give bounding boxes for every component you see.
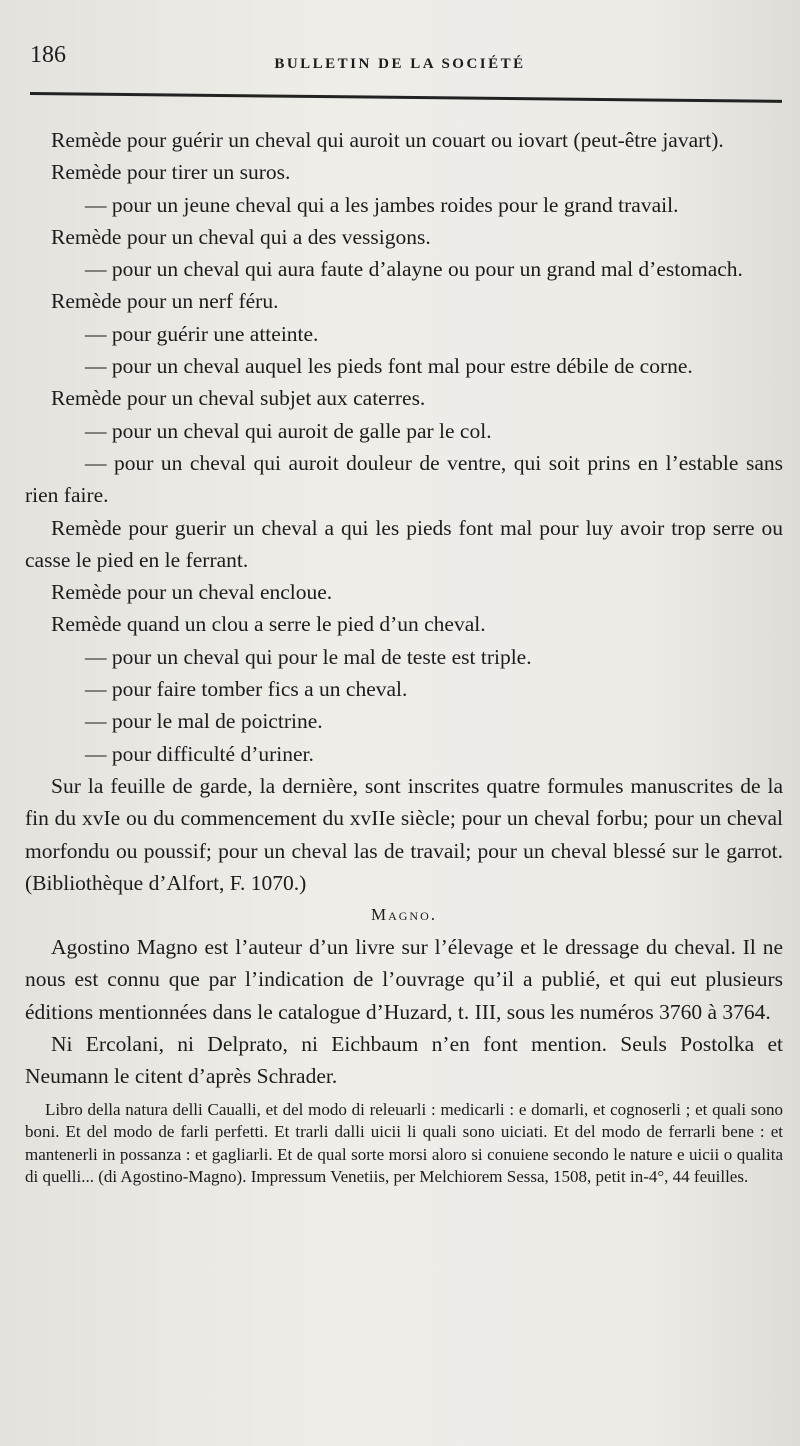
remedy-subentry: — pour un cheval qui pour le mal de teste est triple. bbox=[85, 644, 532, 669]
section-paragraph: Agostino Magno est l’auteur d’un livre sur l’élevage et le dressage du cheval. Il ne nous est connu que par l’indication de l’ouvrage qu’il a publié, et qui eut plusieurs éditions mentionnées dans le catalogue d’Huzard, t. III, sous les numéros 3760 à 3764. bbox=[25, 935, 783, 1024]
page-body bbox=[25, 124, 783, 1189]
remedy-entry: Remède pour un cheval encloue. bbox=[51, 580, 333, 605]
remedy-subentry: — pour un cheval qui aura faute d’alayne ou pour un grand mal d’estomach. bbox=[85, 257, 743, 282]
remedy-subentry: — pour un jeune cheval qui a les jambes roides pour le grand travail. bbox=[85, 192, 679, 217]
remedy-entry: Remède pour guérir un cheval qui auroit un couart ou iovart (peut-être javart). bbox=[51, 128, 724, 152]
remedy-subentry: — pour le mal de poictrine. bbox=[85, 709, 323, 734]
remedy-subentry: — pour un cheval auquel les pieds font mal pour estre débile de corne. bbox=[85, 354, 693, 379]
section-heading: Magno. bbox=[370, 905, 438, 925]
remedy-subentry: — pour difficulté d’uriner. bbox=[85, 741, 314, 766]
remedy-entry: Remède pour guerir un cheval a qui les pieds font mal pour luy avoir trop serre ou casse le pied en le ferrant. bbox=[25, 515, 783, 572]
flyleaf-note-paragraph: Sur la feuille de garde, la dernière, sont inscrites quatre formules manuscrites de la fin du xvIe ou du commencement du xvIIe siècle; pour un cheval forbu; pour un cheval morfondu ou poussif; pour un cheval las de travail; pour un cheval blessé sur le garrot. (Bibliothèque d’Alfort, F. 1070.) bbox=[25, 773, 783, 895]
page-number: 186 bbox=[30, 42, 66, 68]
remedy-subentry: — pour faire tomber fics a un cheval. bbox=[85, 677, 408, 702]
remedy-subentry: — pour guérir une atteinte. bbox=[85, 321, 319, 346]
running-head: BULLETIN DE LA SOCIÉTÉ bbox=[274, 56, 526, 72]
remedy-entry: Remède pour tirer un suros. bbox=[51, 160, 291, 185]
header-rule bbox=[30, 92, 782, 103]
remedy-subentry: — pour un cheval qui auroit de galle par le col. bbox=[85, 418, 492, 443]
remedy-entry: Remède pour un nerf féru. bbox=[51, 289, 279, 314]
remedy-entry: Remède pour un cheval qui a des vessigons. bbox=[51, 224, 431, 249]
bibliographic-entry: Libro della natura delli Caualli, et del modo di releuarli : medicarli : e domarli, et cognoserli ; et quali sono boni. Et del modo de farli perfetti. Et trarli dalli uicii li quali sono uiciati. Et del modo de ferrarli bene : et mantenerli in possanza : et gagliarli. Et de qual sorte morsi aloro si conuiene secondo le nature e uicii o qualita di quelli... (di Agostino-Magno). Impressum Venetiis, per Melchiorem Sessa, 1508, petit in-4°, 44 feuilles. bbox=[25, 1099, 783, 1187]
section-paragraph: Ni Ercolani, ni Delprato, ni Eichbaum n’en font mention. Seuls Postolka et Neumann le citent d’après Schrader. bbox=[25, 1032, 783, 1089]
remedy-subentry: — pour un cheval qui auroit douleur de ventre, qui soit prins en l’estable sans rien faire. bbox=[25, 450, 783, 508]
remedy-entry: Remède quand un clou a serre le pied d’un cheval. bbox=[51, 612, 486, 637]
remedy-entry: Remède pour un cheval subjet aux caterres. bbox=[51, 386, 426, 411]
